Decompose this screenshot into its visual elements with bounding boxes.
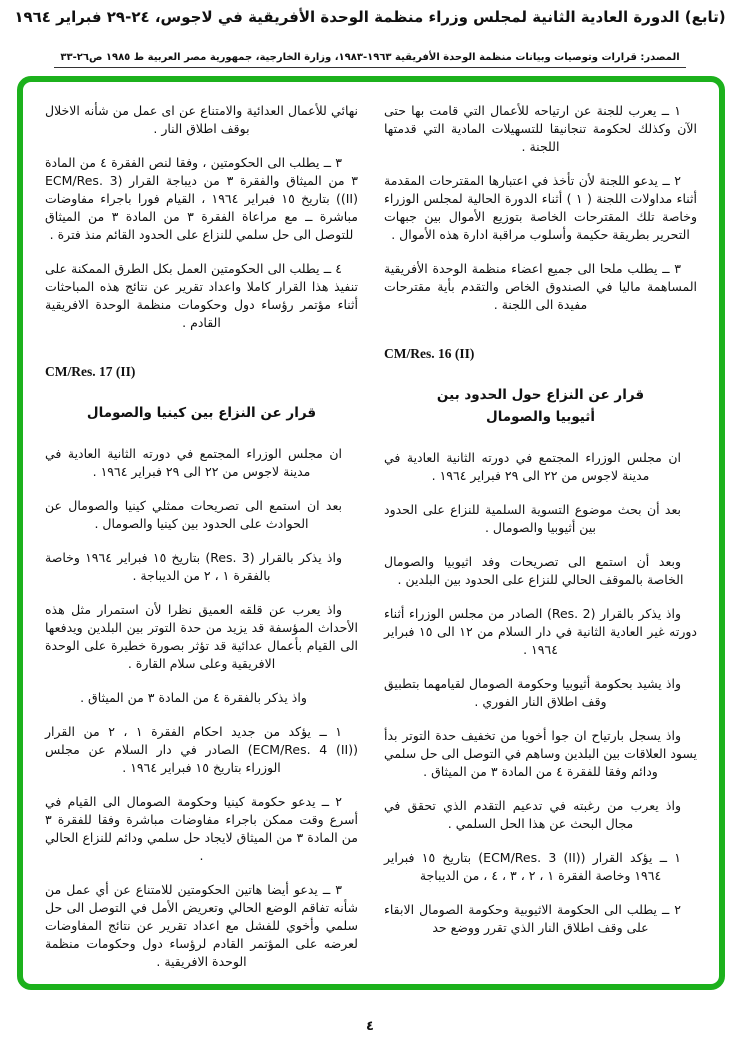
paragraph: ١ ــ يؤكد من جديد احكام الفقرة ١ ، ٢ من القرار (ECM/Res. 4 (II)) الصادر في دار السلام عن مجلس الوزراء بتاريخ ١٥ فبراير ١٩٦٤ . bbox=[45, 724, 358, 776]
paragraph-continuation: نهائي للأعمال العدائية والامتناع عن اى عمل من شأنه الاخلال بوقف اطلاق النار . bbox=[45, 103, 358, 136]
two-column-layout bbox=[23, 82, 719, 984]
page-header bbox=[0, 0, 740, 68]
resolution-title-line1: قرار عن النزاع حول الحدود بين bbox=[436, 387, 645, 404]
paragraph: ٤ ــ يطلب الى الحكومتين العمل بكل الطرق الممكنة على تنفيذ هذا القرار كاملا واعداد تقرير عن نتائج هذه المباحثات أثناء مؤتمر رؤساء دول وحكومات منظمة الوحدة الافريقية القادم . bbox=[45, 261, 358, 330]
paragraph: واذ يذكر بالقرار (Res. 2) الصادر من مجلس الوزراء أثناء دورته غير العادية الثانية في دار السلام من ١٢ الى ١٥ فبراير ١٩٦٤ . bbox=[384, 605, 697, 657]
column-left bbox=[45, 102, 358, 984]
paragraph: بعد ان استمع الى تصريحات ممثلي كينيا والصومال عن الحوادث على الحدود بين كينيا والصومال . bbox=[45, 498, 342, 532]
paragraph: ان مجلس الوزراء المجتمع في دورته الثانية العادية في مدينة لاجوس من ٢٢ الى ٢٩ فبراير ١٩٦٤ . bbox=[45, 446, 342, 480]
paragraph: ٣ ــ يطلب الى الحكومتين ، وفقا لنص الفقرة ٤ من المادة ٣ من الميثاق والفقرة ٣ من ديباجة القرار (ECM/Res. 3 (II)) بتاريخ ١٥ فبراير ١٩٦٤ ، القيام فورا باجراء مفاوضات مباشرة ــ مع مراعاة الفقرة ٣ من المادة ٣ من الميثاق للتوصل الى حل سلمي للنزاع على الحدود القائم منذ فترة . bbox=[45, 155, 359, 242]
paragraph: ٢ ــ يطلب الى الحكومة الاثيوبية وحكومة الصومال الابقاء على وقف اطلاق النار الذي تقرر ووضع حد bbox=[384, 901, 681, 935]
source-line: المصدر: قرارات وتوصيات وبيانات منظمة الوحدة الأفريقية ١٩٦٣-١٩٨٣، وزارة الخارجية، جمهورية مصر العربية ط ١٩٨٥ ص٢٦-٣٣ bbox=[54, 52, 685, 68]
paragraph: ٣ ــ يدعو أيضا هاتين الحكومتين للامتناع عن أي عمل من شأنه تفاقم الوضع الحالي وتعريض الأمل في التوصل الى حل سلمي وأخوي للفشل مع اعداد تقرير عن نتائج المفاوضات لعرضه على المؤتمر القادم لرؤساء دول وحكومات منظمة الوحدة الافريقية . bbox=[45, 882, 358, 970]
paragraph: واذ يعرب عن قلقه العميق نظرا لأن استمرار مثل هذه الأحداث المؤسفة قد يزيد من حدة التوتر بين البلدين ويدفعها الى القيام بأعمال عدائية قد تؤثر بصورة خطيرة على الوحدة الافريقية وعلى سلام القارة . bbox=[45, 602, 358, 672]
resolution-ref-cm-res-16: CM/Res. 16 (II) bbox=[384, 346, 475, 361]
paragraph: واذ يذكر بالفقرة ٤ من المادة ٣ من الميثاق . bbox=[80, 690, 307, 706]
green-border-box bbox=[17, 76, 725, 990]
session-title: (تابع) الدورة العادية الثانية لمجلس وزراء منظمة الوحدة الأفريقية في لاجوس، ٢٤-٢٩ فبراير ١٩٦٤ bbox=[14, 8, 726, 26]
resolution-title-ethiopia-somalia bbox=[384, 385, 697, 428]
paragraph: واذ يذكر بالقرار (Res. 3) بتاريخ ١٥ فبراير ١٩٦٤ وخاصة بالفقرة ١ ، ٢ من الديباجة . bbox=[45, 550, 342, 584]
page-number: ٤ bbox=[366, 1019, 374, 1034]
paragraph: بعد أن بحث موضوع التسوية السلمية للنزاع على الحدود بين أثيوبيا والصومال . bbox=[384, 501, 681, 535]
paragraph: وبعد أن استمع الى تصريحات وفد اثيوبيا والصومال الخاصة بالموقف الحالي للنزاع على الحدود بين البلدين . bbox=[384, 553, 684, 587]
paragraph: ١ ــ يؤكد القرار (ECM/Res. 3 (II)) بتاريخ ١٥ فبراير ١٩٦٤ وخاصة الفقرة ١ ، ٢ ، ٣ ، ٤ ، من الديباجة bbox=[384, 849, 681, 883]
paragraph: ٢ ــ يدعو اللجنة لأن تأخذ في اعتبارها المقترحات المقدمة أثناء مداولات اللجنة ( ١ ) أثناء الدورة الحالية لمجلس الوزراء وخاصة تلك المقترحات الخاصة بتوزيع الأموال بين جبهات التحرير بطريقة حكيمة وأسلوب مراقبة ادارة هذه الأموال . bbox=[384, 173, 698, 242]
paragraph: واذ يسجل بارتياح ان جوا أخويا من تخفيف حدة التوتر بدأ يسود العلاقات بين البلدين وساهم في التوصل الى حل سلمي ودائم وفقا للفقرة ٤ من المادة ٣ من الميثاق . bbox=[384, 727, 697, 779]
paragraph: ٢ ــ يدعو حكومة كينيا وحكومة الصومال الى القيام في أسرع وقت ممكن باجراء مفاوضات مباشرة وفقا للفقرة ٣ من المادة ٣ من الميثاق لايجاد حل سلمي ودائم للنزاع الحالي . bbox=[45, 794, 359, 864]
paragraph: ٣ ــ يطلب ملحا الى جميع اعضاء منظمة الوحدة الأفريقية المساهمة ماليا في الصندوق الخاص والتقدم بأية مقترحات مفيدة الى اللجنة . bbox=[384, 261, 697, 312]
resolution-ref-cm-res-17: CM/Res. 17 (II) bbox=[45, 364, 136, 379]
paragraph: واذ يعرب من رغبته في تدعيم التقدم الذي تحقق في مجال البحث عن هذا الحل السلمي . bbox=[384, 797, 681, 831]
resolution-title-line2: أثيوبيا والصومال bbox=[485, 409, 595, 426]
column-right bbox=[384, 102, 697, 984]
resolution-title-kenya-somalia: قرار عن النزاع بين كينيا والصومال bbox=[86, 405, 317, 422]
paragraph: واذ يشيد بحكومة أثيوبيا وحكومة الصومال لقيامهما بتطبيق وقف اطلاق النار الفوري . bbox=[384, 675, 681, 709]
paragraph: ١ ــ يعرب للجنة عن ارتياحه للأعمال التي قامت بها حتى الآن وكذلك لحكومة تنجانيقا للتسهيلات المادية التي قدمتها اللجنة . bbox=[384, 103, 697, 154]
paragraph: ان مجلس الوزراء المجتمع في دورته الثانية العادية في مدينة لاجوس من ٢٢ الى ٢٩ فبراير ١٩٦٤ . bbox=[384, 449, 681, 483]
